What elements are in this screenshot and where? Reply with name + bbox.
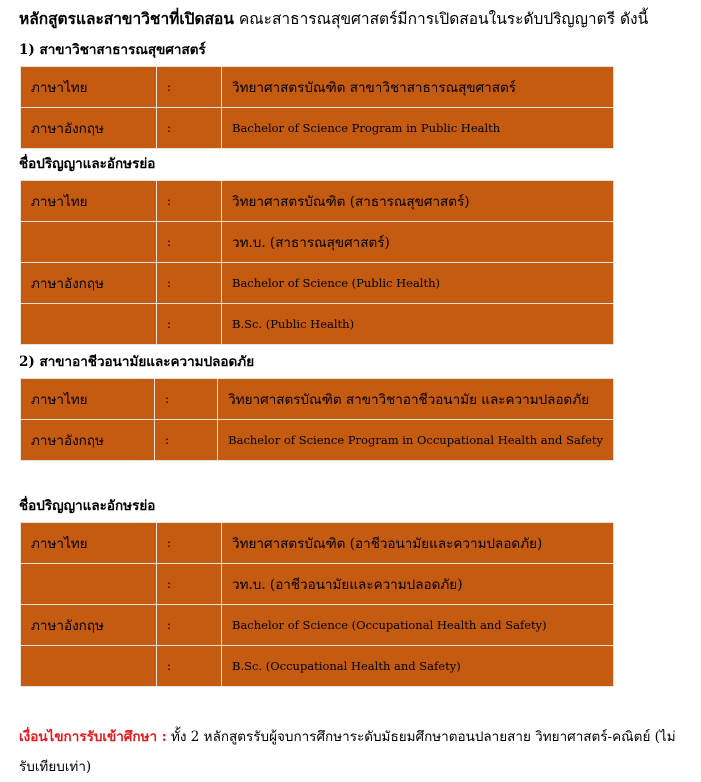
row-label: [21, 646, 157, 687]
table-row: [21, 646, 614, 687]
table-row: [21, 605, 614, 646]
table-row: [21, 108, 614, 149]
row-separator: :: [157, 67, 222, 108]
row-label: [21, 222, 157, 263]
table-row: [21, 263, 614, 304]
section-2-degree-heading: ชื่อปริญญาและอักษรย่อ: [19, 498, 156, 514]
row-separator: :: [157, 646, 222, 687]
row-label: ภาษาไทย: [21, 181, 157, 222]
admission-condition-text: ทั้ง 2 หลักสูตรรับผู้จบการศึกษาระดับมัธยมศึกษาตอนปลายสาย วิทยาศาสตร์-คณิตย์ (ไม่รับเทียบเท่า): [19, 729, 676, 775]
row-value: B.Sc. (Occupational Health and Safety): [222, 646, 614, 687]
table-row: [21, 67, 614, 108]
row-value: วิทยาศาสตรบัณฑิต สาขาวิชาสาธารณสุขศาสตร์: [222, 67, 614, 108]
row-separator: :: [157, 564, 222, 605]
section-2-degree-table: [20, 522, 614, 687]
row-label: ภาษาไทย: [21, 379, 155, 420]
section-1-degree-heading: ชื่อปริญญาและอักษรย่อ: [19, 156, 156, 172]
section-1-heading: 1) สาขาวิชาสาธารณสุขศาสตร์: [19, 42, 206, 58]
section-2-program-table: [20, 378, 614, 461]
row-label: ภาษาอังกฤษ: [21, 108, 157, 149]
table-row: [21, 304, 614, 345]
row-value: Bachelor of Science (Occupational Health and Safety): [222, 605, 614, 646]
table-row: [21, 379, 614, 420]
row-value: วิทยาศาสตรบัณฑิต (สาธารณสุขศาสตร์): [222, 181, 614, 222]
table-row: [21, 181, 614, 222]
section-1-degree-table: [20, 180, 614, 345]
table-row: [21, 222, 614, 263]
table-row: [21, 564, 614, 605]
row-label: [21, 304, 157, 345]
row-label: ภาษาอังกฤษ: [21, 605, 157, 646]
row-label: ภาษาไทย: [21, 67, 157, 108]
row-label: ภาษาอังกฤษ: [21, 263, 157, 304]
row-separator: :: [157, 222, 222, 263]
row-label: [21, 564, 157, 605]
row-value: Bachelor of Science Program in Occupational Health and Safety: [218, 420, 614, 461]
intro-paragraph: [19, 8, 699, 30]
row-label: ภาษาอังกฤษ: [21, 420, 155, 461]
table-row: [21, 523, 614, 564]
row-value: Bachelor of Science Program in Public Health: [222, 108, 614, 149]
row-separator: :: [157, 108, 222, 149]
row-value: วท.บ. (สาธารณสุขศาสตร์): [222, 222, 614, 263]
intro-lead: หลักสูตรและสาขาวิชาที่เปิดสอน: [19, 9, 234, 28]
row-value: วิทยาศาสตรบัณฑิต (อาชีวอนามัยและความปลอดภัย): [222, 523, 614, 564]
row-separator: :: [157, 605, 222, 646]
row-value: B.Sc. (Public Health): [222, 304, 614, 345]
row-value: วิทยาศาสตรบัณฑิต สาขาวิชาอาชีวอนามัย และความปลอดภัย: [218, 379, 614, 420]
row-value: วท.บ. (อาชีวอนามัยและความปลอดภัย): [222, 564, 614, 605]
admission-condition: [19, 722, 689, 782]
intro-text: คณะสาธารณสุขศาสตร์มีการเปิดสอนในระดับปริญญาตรี ดังนี้: [233, 10, 649, 28]
row-separator: :: [157, 304, 222, 345]
row-value: Bachelor of Science (Public Health): [222, 263, 614, 304]
row-separator: :: [157, 523, 222, 564]
row-label: ภาษาไทย: [21, 523, 157, 564]
row-separator: :: [157, 263, 222, 304]
admission-condition-label: เงื่อนไขการรับเข้าศึกษา :: [19, 729, 167, 745]
section-1-program-table: [20, 66, 614, 149]
row-separator: :: [155, 379, 218, 420]
table-row: [21, 420, 614, 461]
row-separator: :: [157, 181, 222, 222]
row-separator: :: [155, 420, 218, 461]
section-2-heading: 2) สาขาอาชีวอนามัยและความปลอดภัย: [19, 354, 255, 370]
